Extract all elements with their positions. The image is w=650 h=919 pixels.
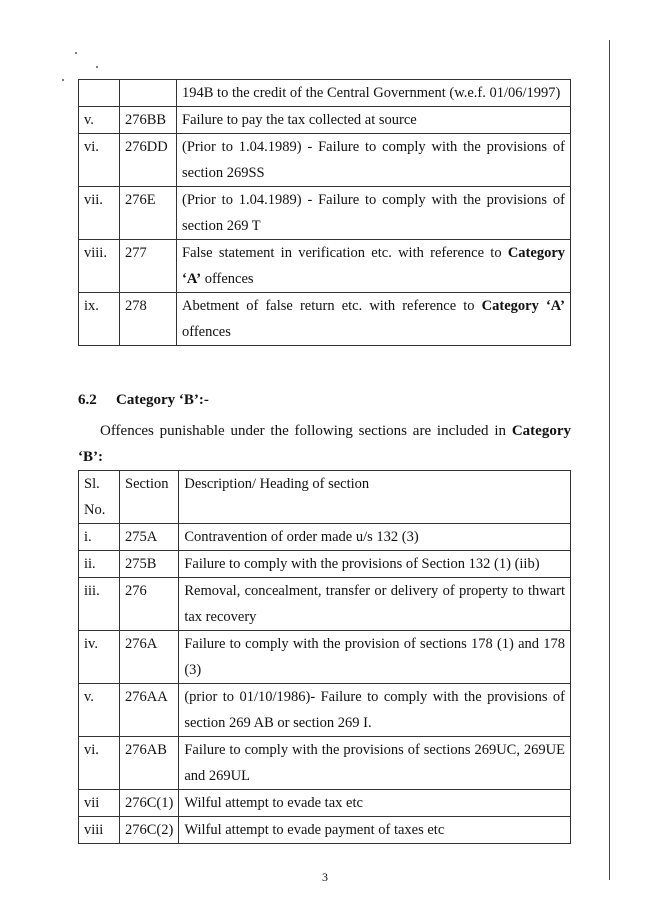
bold-category: Category ‘A’ bbox=[481, 298, 565, 314]
table-row bbox=[79, 80, 571, 107]
description-text: Failure to pay the tax collected at source bbox=[182, 112, 417, 128]
table-row bbox=[79, 737, 571, 790]
table-row bbox=[79, 578, 571, 631]
description-text: (Prior to 1.04.1989) - Failure to comply with the provisions of section 269SS bbox=[182, 139, 565, 181]
row-section: 278 bbox=[120, 293, 177, 346]
row-section: 277 bbox=[120, 240, 177, 293]
row-number: ii. bbox=[79, 551, 120, 578]
table-header-row bbox=[79, 471, 571, 524]
table-row bbox=[79, 187, 571, 240]
header-sl-no: Sl. No. bbox=[79, 471, 120, 524]
row-section: 276A bbox=[120, 631, 179, 684]
header-description: Description/ Heading of section bbox=[179, 471, 571, 524]
row-section: 276C(2) bbox=[120, 817, 179, 844]
table-row bbox=[79, 134, 571, 187]
row-section: 276AB bbox=[120, 737, 179, 790]
scan-speck bbox=[96, 66, 98, 68]
table-row bbox=[79, 631, 571, 684]
description-text: (Prior to 1.04.1989) - Failure to comply with the provisions of section 269 T bbox=[182, 192, 565, 234]
row-section bbox=[120, 80, 177, 107]
row-section: 276C(1) bbox=[120, 790, 179, 817]
row-description: Failure to comply with the provision of sections 178 (1) and 178 (3) bbox=[179, 631, 571, 684]
table-row bbox=[79, 790, 571, 817]
table-row bbox=[79, 107, 571, 134]
row-section: 276E bbox=[120, 187, 177, 240]
scan-speck bbox=[75, 52, 77, 54]
intro-text: Offences punishable under the following sections are included in bbox=[100, 423, 512, 439]
row-section: 275A bbox=[120, 524, 179, 551]
description-text: Abetment of false return etc. with reference to bbox=[182, 298, 482, 314]
category-a-table-continued bbox=[78, 79, 571, 346]
row-section: 276 bbox=[120, 578, 179, 631]
row-number: vi. bbox=[79, 134, 120, 187]
row-section: 276AA bbox=[120, 684, 179, 737]
row-number: iii. bbox=[79, 578, 120, 631]
row-description bbox=[177, 293, 571, 346]
row-number: v. bbox=[79, 107, 120, 134]
description-text: False statement in verification etc. with reference to bbox=[182, 245, 508, 261]
row-description: Failure to comply with the provisions of Section 132 (1) (iib) bbox=[179, 551, 571, 578]
intro-paragraph bbox=[78, 418, 571, 470]
table-row bbox=[79, 551, 571, 578]
row-number: i. bbox=[79, 524, 120, 551]
page-number: 3 bbox=[322, 870, 328, 884]
row-description: Removal, concealment, transfer or delivery of property to thwart tax recovery bbox=[179, 578, 571, 631]
row-description: Contravention of order made u/s 132 (3) bbox=[179, 524, 571, 551]
row-number: ix. bbox=[79, 293, 120, 346]
table-row bbox=[79, 684, 571, 737]
bold-category: Category ‘A’ bbox=[182, 245, 565, 287]
section-title: Category ‘B’:- bbox=[116, 392, 209, 408]
row-number bbox=[79, 80, 120, 107]
description-text: offences bbox=[201, 271, 254, 287]
row-section: 276BB bbox=[120, 107, 177, 134]
intro-bold: Category ‘B’ bbox=[78, 423, 571, 465]
section-heading bbox=[78, 392, 209, 409]
header-section: Section bbox=[120, 471, 179, 524]
table-row bbox=[79, 293, 571, 346]
row-description: (prior to 01/10/1986)- Failure to comply with the provisions of section 269 AB or section 269 I. bbox=[179, 684, 571, 737]
row-description: Failure to comply with the provisions of sections 269UC, 269UE and 269UL bbox=[179, 737, 571, 790]
description-text: 194B to the credit of the Central Government (w.e.f. 01/06/1997) bbox=[182, 85, 561, 101]
row-number: viii. bbox=[79, 240, 120, 293]
section-number: 6.2 bbox=[78, 392, 97, 408]
row-description bbox=[177, 134, 571, 187]
row-number: v. bbox=[79, 684, 120, 737]
table-row bbox=[79, 817, 571, 844]
row-number: iv. bbox=[79, 631, 120, 684]
table-row bbox=[79, 524, 571, 551]
row-number: vii bbox=[79, 790, 120, 817]
row-section: 276DD bbox=[120, 134, 177, 187]
row-description: Wilful attempt to evade tax etc bbox=[179, 790, 571, 817]
intro-end: : bbox=[98, 449, 103, 465]
row-number: viii bbox=[79, 817, 120, 844]
category-b-table bbox=[78, 470, 571, 844]
row-description bbox=[177, 80, 571, 107]
row-section: 275B bbox=[120, 551, 179, 578]
page-edge-rule bbox=[609, 40, 610, 880]
description-text: offences bbox=[182, 324, 231, 340]
row-number: vi. bbox=[79, 737, 120, 790]
row-number: vii. bbox=[79, 187, 120, 240]
row-description bbox=[177, 240, 571, 293]
scan-speck bbox=[62, 79, 64, 81]
table-row bbox=[79, 240, 571, 293]
row-description bbox=[177, 187, 571, 240]
row-description bbox=[177, 107, 571, 134]
row-description: Wilful attempt to evade payment of taxes etc bbox=[179, 817, 571, 844]
